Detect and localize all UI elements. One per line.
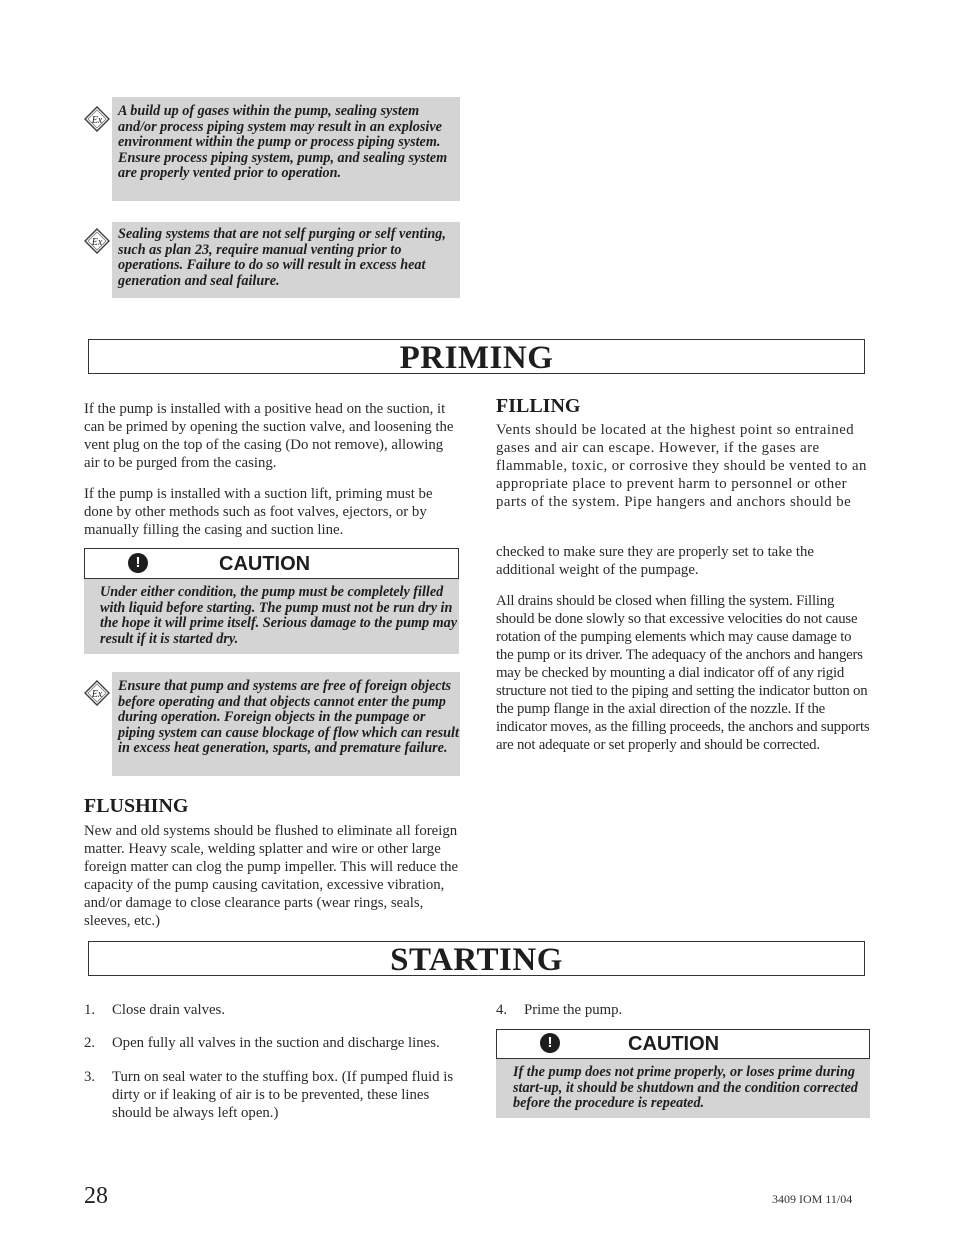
- exclamation-icon: !: [128, 553, 148, 573]
- filling-paragraph: All drains should be closed when filling the system. Filling should be done slowly so that excessive velocities do not cause rotation of the pumping elements which may cause damage to the pump or its driver. The adequacy of the anchors and hangers may be checked by mounting a dial indicator off of any rigid structure not tied to the piping and setting the indicator button on the pump flange in the axial direction of the nozzle. If the indicator moves, as the filling proceeds, the anchors and supports are not adequate or set properly and should be corrected.: [496, 593, 870, 753]
- caution-header: [496, 1029, 870, 1059]
- filling-paragraph: Vents should be located at the highest point so entrained gases and air can escape. However, if the gases are flammable, toxic, or corrosive they should be vented to an appropriate place to prevent harm to personnel or other parts of the system. Pipe hangers and anchors should be: [496, 422, 867, 510]
- filling-paragraph: checked to make sure they are properly set to take the additional weight of the pumpage.: [496, 544, 814, 578]
- priming-title: PRIMING: [399, 340, 554, 376]
- explosion-hazard-icon: [84, 228, 110, 254]
- priming-paragraph: If the pump is installed with a suction lift, priming must be done by other methods such as foot valves, ejectors, or by manually filling the casing and suction line.: [84, 486, 433, 538]
- ex-icon-label: Ex: [91, 237, 103, 248]
- starting-section-header: [88, 941, 865, 976]
- explosion-hazard-icon: [84, 106, 110, 132]
- step-text: Close drain valves.: [112, 1002, 226, 1018]
- caution-header: [84, 548, 459, 579]
- caution-label: CAUTION: [219, 553, 311, 575]
- starting-title: STARTING: [390, 942, 563, 978]
- ex-icon-label: Ex: [91, 689, 103, 700]
- ex-warning-text: A build up of gases within the pump, sealing system and/or process piping system may result in an explosive environment within the pump or process piping system. Ensure process piping system, pump, and sealing system are properly vented prior to operation.: [118, 103, 448, 182]
- step-number: 4.: [496, 1002, 508, 1018]
- step-number: 2.: [84, 1035, 96, 1051]
- caution-label: CAUTION: [628, 1033, 720, 1055]
- caution-text: If the pump does not prime properly, or loses prime during start-up, it should be shutdown and the condition corrected before the procedure is repeated.: [513, 1064, 858, 1112]
- flushing-text: New and old systems should be flushed to eliminate all foreign matter. Heavy scale, welding splatter and wire or other large foreign matter can clog the pump impeller. This will reduce the capacity of the pump causing cavitation, excessive vibration, and/or damage to close clearance parts (wear rings, seals, sleeves, etc.): [84, 823, 459, 929]
- step-text: Turn on seal water to the stuffing box. (If pumped fluid is dirty or if leaking of air is to be prevented, these lines should be always left open.): [112, 1069, 454, 1121]
- caution-text: Under either condition, the pump must be completely filled with liquid before starting. The pump must not be run dry in the hope it will prime itself. Serious damage to the pump may result if it is started dry.: [100, 584, 458, 647]
- priming-paragraph: If the pump is installed with a positive head on the suction, it can be primed by opening the suction valve, and loosening the vent plug on the top of the casing (Do not remove), allowing air to be purged from the casing.: [84, 401, 454, 471]
- explosion-hazard-icon: [84, 680, 110, 706]
- step-text: Prime the pump.: [524, 1002, 623, 1018]
- step-number: 3.: [84, 1069, 96, 1085]
- ex-warning-text: Ensure that pump and systems are free of foreign objects before operating and that objects cannot enter the pump during operation. Foreign objects in the pumpage or piping system can cause blockage of flow which can result in excess heat generation, sparts, and premature failure.: [118, 678, 459, 757]
- step-number: 1.: [84, 1002, 96, 1018]
- document-code: 3409 IOM 11/04: [772, 1192, 853, 1206]
- priming-section-header: [88, 339, 865, 374]
- ex-warning-text: Sealing systems that are not self purging or self venting, such as plan 23, require manual venting prior to operations. Failure to do so will result in excess heat generation and seal failure.: [118, 226, 446, 289]
- page-number: 28: [84, 1183, 108, 1209]
- step-text: Open fully all valves in the suction and discharge lines.: [112, 1035, 440, 1051]
- flushing-heading: FLUSHING: [84, 795, 189, 817]
- filling-heading: FILLING: [496, 395, 581, 417]
- exclamation-icon: !: [540, 1033, 560, 1053]
- ex-icon-label: Ex: [91, 115, 103, 126]
